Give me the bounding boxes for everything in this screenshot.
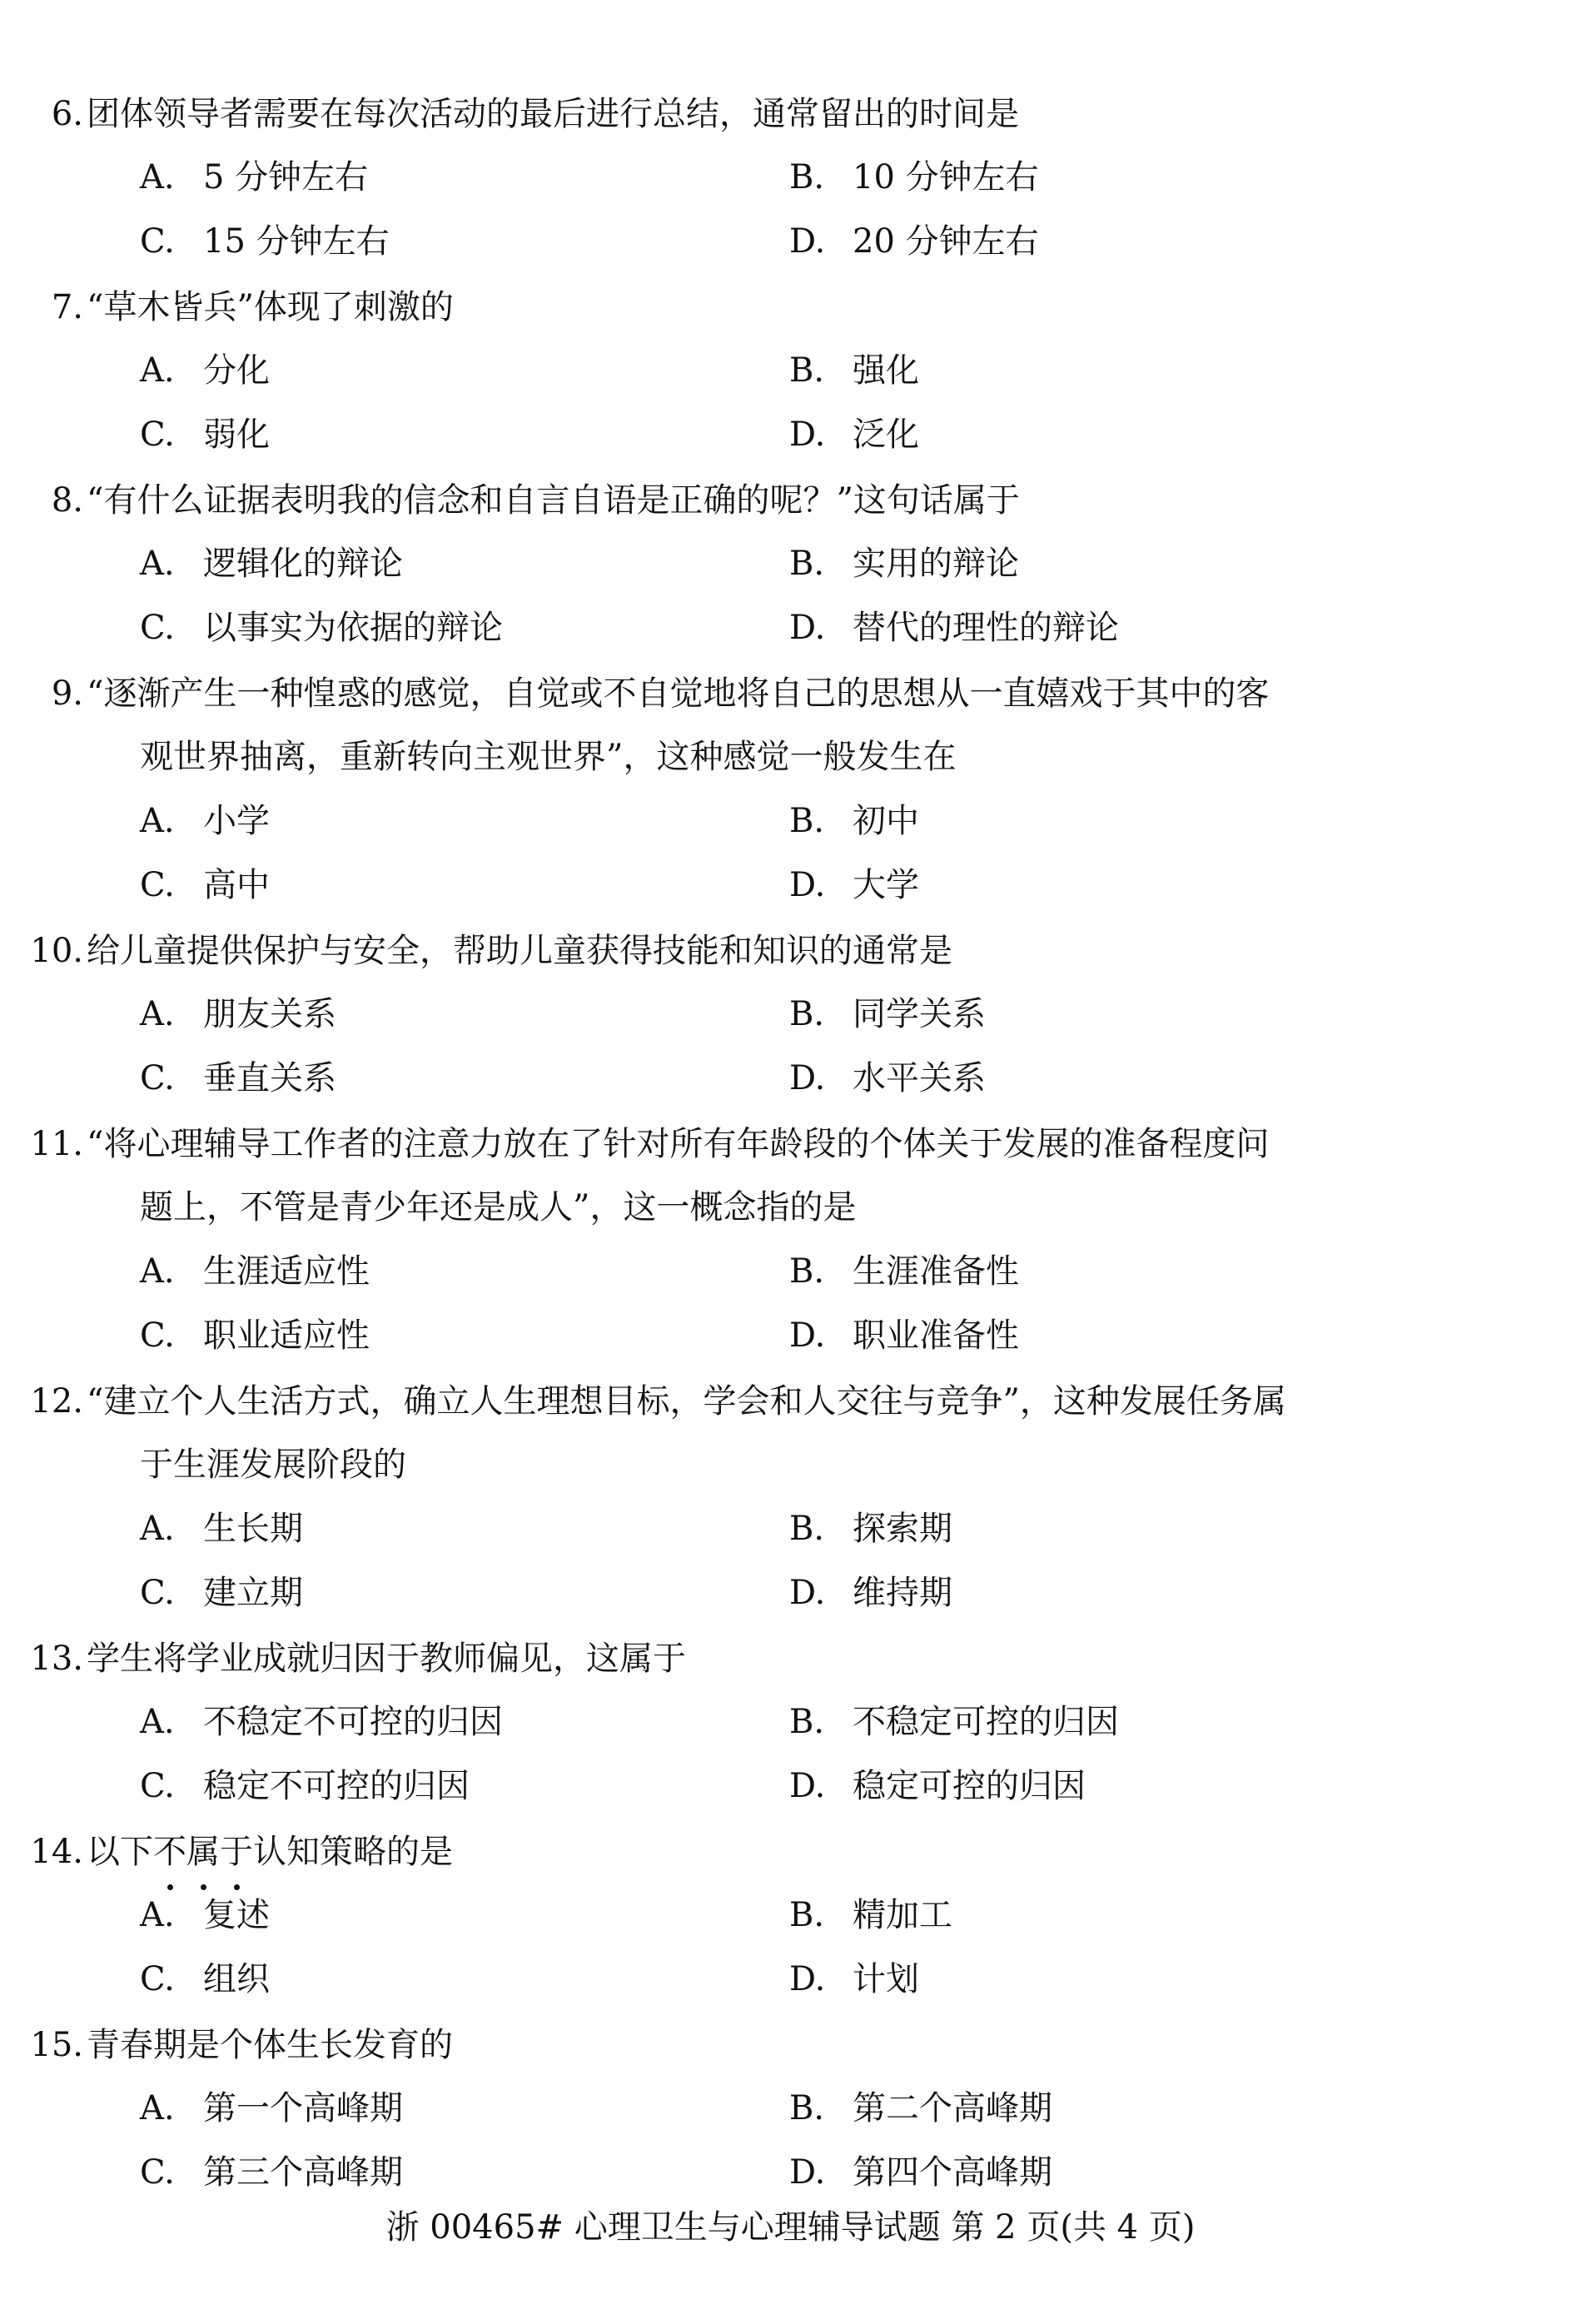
option-letter: B. — [789, 2089, 825, 2127]
option-c — [140, 209, 390, 274]
option-a — [140, 338, 270, 403]
option-text: 20 分钟左右 — [853, 222, 1039, 261]
question-number: 12. — [30, 1382, 83, 1421]
option-c — [140, 1947, 270, 2012]
option-d — [789, 853, 919, 918]
option-letter: D. — [789, 1574, 826, 1612]
option-c — [140, 853, 270, 918]
question-number: 15. — [30, 2026, 83, 2064]
question-text: “草木皆兵”体现了刺激的 — [87, 288, 454, 326]
question-text-continued: 题上，不管是青少年还是成人”，这一概念指的是 — [140, 1188, 857, 1227]
option-letter: B. — [789, 802, 825, 840]
option-letter: A. — [140, 802, 175, 840]
option-d — [789, 1560, 952, 1625]
question-stem — [25, 1819, 453, 1884]
emphasis-text — [153, 1833, 253, 1871]
option-d — [789, 2140, 1052, 2205]
option-b — [789, 1690, 1119, 1754]
option-b — [789, 2076, 1052, 2141]
option-b — [789, 338, 919, 403]
question-text-post: 认知策略的是 — [253, 1833, 453, 1871]
option-letter: C. — [140, 1316, 175, 1355]
option-d — [789, 402, 919, 467]
option-letter: C. — [140, 609, 175, 647]
option-text: 稳定可控的归因 — [853, 1767, 1086, 1805]
option-text: 泛化 — [853, 416, 919, 454]
option-text: 生长期 — [203, 1510, 303, 1548]
question-stem — [25, 82, 1019, 147]
option-text: 水平关系 — [853, 1059, 986, 1097]
option-text: 组织 — [203, 1960, 270, 1998]
option-text: 不稳定可控的归因 — [853, 1703, 1119, 1741]
option-b — [789, 789, 919, 853]
option-text: 生涯准备性 — [853, 1252, 1019, 1291]
question-text: “有什么证据表明我的信念和自言自语是正确的呢？”这句话属于 — [87, 481, 1020, 520]
option-text: 初中 — [853, 802, 919, 840]
question-text: 学生将学业成就归因于教师偏见，这属于 — [87, 1640, 686, 1678]
option-letter: D. — [789, 222, 826, 261]
option-d — [789, 595, 1119, 660]
option-letter: B. — [789, 1510, 825, 1548]
option-letter: D. — [789, 2153, 826, 2192]
option-letter: B. — [789, 1703, 825, 1741]
option-text: 建立期 — [203, 1574, 303, 1612]
option-text: 垂直关系 — [203, 1059, 336, 1097]
option-text: 10 分钟左右 — [853, 158, 1039, 197]
option-letter: C. — [140, 1960, 175, 1998]
option-letter: D. — [789, 416, 826, 454]
option-text: 15 分钟左右 — [203, 222, 390, 261]
option-text: 稳定不可控的归因 — [203, 1767, 470, 1805]
question-stem — [25, 1369, 1286, 1434]
question-stem — [25, 468, 1020, 533]
question-stem — [25, 661, 1269, 726]
option-letter: C. — [140, 866, 175, 904]
option-letter: A. — [140, 1510, 175, 1548]
option-b — [789, 531, 1019, 596]
option-letter: D. — [789, 1960, 826, 1998]
option-text: 第三个高峰期 — [203, 2153, 403, 2192]
option-text: 弱化 — [203, 416, 270, 454]
option-letter: D. — [789, 1059, 826, 1097]
question-number: 9. — [51, 674, 83, 713]
option-letter: D. — [789, 1767, 826, 1805]
option-text: 计划 — [853, 1960, 919, 1998]
option-text: 维持期 — [853, 1574, 952, 1612]
question-text: “建立个人生活方式，确立人生理想目标，学会和人交往与竞争”，这种发展任务属 — [87, 1382, 1286, 1421]
option-letter: A. — [140, 995, 175, 1033]
option-letter: D. — [789, 609, 826, 647]
option-letter: A. — [140, 545, 175, 583]
option-letter: B. — [789, 1896, 825, 1934]
option-c — [140, 1754, 470, 1819]
option-letter: A. — [140, 2089, 175, 2127]
option-letter: B. — [789, 545, 825, 583]
option-letter: B. — [789, 995, 825, 1033]
question-number: 6. — [51, 95, 83, 133]
option-text: 大学 — [853, 866, 919, 904]
question-stem — [25, 2013, 453, 2078]
option-a — [140, 789, 270, 853]
question-text-continued: 于生涯发展阶段的 — [140, 1446, 406, 1484]
option-text: 小学 — [203, 802, 270, 840]
option-a — [140, 145, 368, 210]
option-b — [789, 1883, 952, 1948]
option-letter: D. — [789, 1316, 826, 1355]
option-text: 实用的辩论 — [853, 545, 1019, 583]
question-number: 8. — [51, 481, 83, 520]
option-text: 第一个高峰期 — [203, 2089, 403, 2127]
question-number: 7. — [51, 288, 83, 326]
option-text: 分化 — [203, 351, 270, 390]
option-c — [140, 2140, 403, 2205]
option-letter: B. — [789, 351, 825, 390]
option-letter: A. — [140, 1896, 175, 1934]
option-text: 职业准备性 — [853, 1316, 1019, 1355]
option-b — [789, 982, 986, 1047]
option-b — [789, 1496, 952, 1561]
option-d — [789, 1947, 919, 2012]
option-d — [789, 1754, 1086, 1819]
question-text: “将心理辅导工作者的注意力放在了针对所有年龄段的个体关于发展的准备程度问 — [87, 1125, 1270, 1163]
option-text: 职业适应性 — [203, 1316, 370, 1355]
question-stem — [25, 1626, 686, 1691]
option-c — [140, 1560, 303, 1625]
option-c — [140, 595, 503, 660]
emphasis-words: 不属于 — [153, 1833, 253, 1871]
option-d — [789, 1046, 986, 1111]
question-stem — [25, 918, 952, 983]
option-letter: A. — [140, 1252, 175, 1291]
question-text: 给儿童提供保护与安全，帮助儿童获得技能和知识的通常是 — [87, 932, 952, 970]
option-text: 探索期 — [853, 1510, 952, 1548]
option-c — [140, 1046, 336, 1111]
option-d — [789, 209, 1039, 274]
question-text: 青春期是个体生长发育的 — [87, 2026, 453, 2064]
question-number: 10. — [30, 932, 83, 970]
question-stem — [25, 275, 454, 340]
option-letter: C. — [140, 1767, 175, 1805]
option-text: 生涯适应性 — [203, 1252, 370, 1291]
question-text-pre: 以下 — [87, 1833, 153, 1871]
option-text: 朋友关系 — [203, 995, 336, 1033]
question-number: 13. — [30, 1640, 83, 1678]
option-c — [140, 1303, 370, 1368]
option-a — [140, 1239, 370, 1304]
question-stem — [25, 1112, 1269, 1177]
option-text: 同学关系 — [853, 995, 986, 1033]
option-a — [140, 1496, 303, 1561]
question-number: 14. — [30, 1833, 83, 1871]
option-text: 以事实为依据的辩论 — [203, 609, 503, 647]
option-letter: C. — [140, 1574, 175, 1612]
option-a — [140, 531, 403, 596]
option-letter: C. — [140, 416, 175, 454]
option-text: 替代的理性的辩论 — [853, 609, 1119, 647]
question-text-continued: 观世界抽离，重新转向主观世界”，这种感觉一般发生在 — [140, 738, 957, 776]
option-a — [140, 1883, 270, 1948]
option-text: 第二个高峰期 — [853, 2089, 1052, 2127]
option-letter: C. — [140, 222, 175, 261]
option-b — [789, 145, 1039, 210]
option-d — [789, 1303, 1019, 1368]
option-b — [789, 1239, 1019, 1304]
option-letter: B. — [789, 158, 825, 197]
option-text: 强化 — [853, 351, 919, 390]
option-text: 复述 — [203, 1896, 270, 1934]
option-letter: A. — [140, 351, 175, 390]
option-text: 第四个高峰期 — [853, 2153, 1052, 2192]
option-text: 5 分钟左右 — [203, 158, 369, 197]
option-letter: A. — [140, 1703, 175, 1741]
option-a — [140, 2076, 403, 2141]
option-c — [140, 402, 270, 467]
option-text: 精加工 — [853, 1896, 952, 1934]
option-letter: B. — [789, 1252, 825, 1291]
option-letter: D. — [789, 866, 826, 904]
option-a — [140, 982, 336, 1047]
question-text: 团体领导者需要在每次活动的最后进行总结，通常留出的时间是 — [87, 95, 1019, 133]
question-text: “逐渐产生一种惶惑的感觉，自觉或不自觉地将自己的思想从一直嬉戏于其中的客 — [87, 674, 1270, 713]
option-a — [140, 1690, 503, 1754]
option-text: 高中 — [203, 866, 270, 904]
option-letter: A. — [140, 158, 175, 197]
option-text: 逻辑化的辩论 — [203, 545, 403, 583]
option-text: 不稳定不可控的归因 — [203, 1703, 503, 1741]
option-letter: C. — [140, 1059, 175, 1097]
page-footer: 浙 00465# 心理卫生与心理辅导试题 第 2 页(共 4 页) — [385, 2208, 1196, 2247]
question-number: 11. — [30, 1125, 83, 1163]
option-letter: C. — [140, 2153, 175, 2192]
